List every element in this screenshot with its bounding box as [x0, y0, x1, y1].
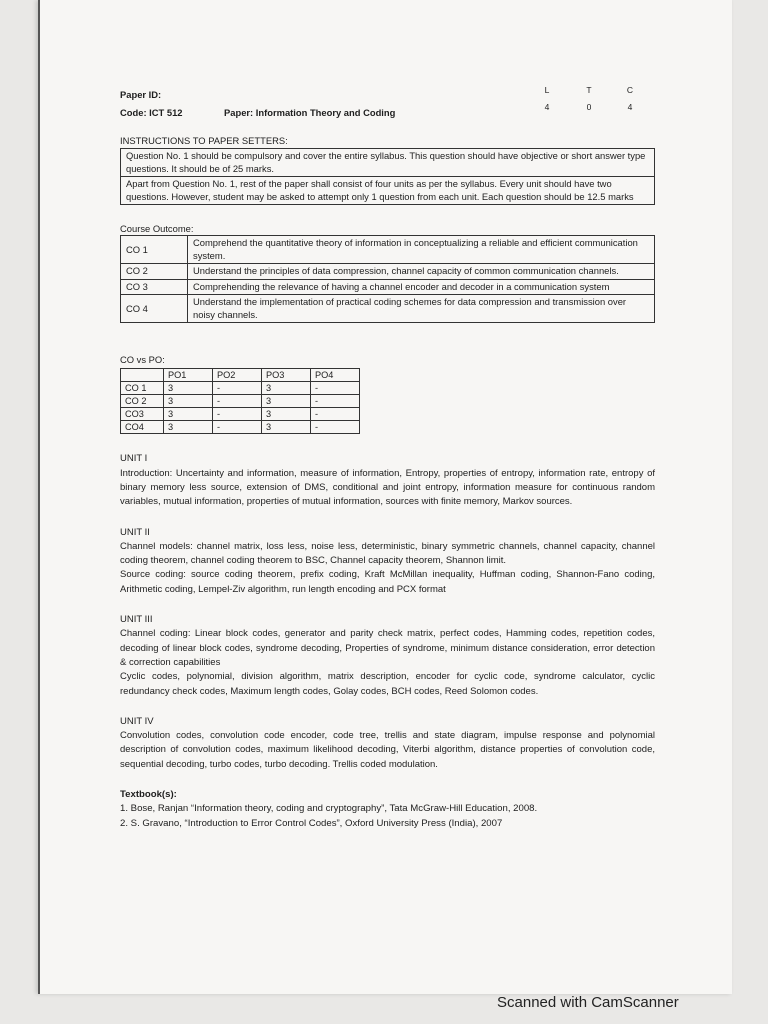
co-text: Understand the implementation of practical coding schemes for data compression and transmission over noisy channels. [188, 295, 655, 323]
unit-title: UNIT II [120, 526, 150, 538]
table-cell: - [311, 421, 360, 434]
instruction-cell: Apart from Question No. 1, rest of the paper shall consist of four units as per the syllabus. Every unit should have two questions. However, student may be asked to attempt only 1 question from each unit. Each question should be 12.5 marks [121, 177, 655, 205]
column-header: PO1 [164, 369, 213, 382]
unit-3 [120, 613, 655, 699]
unit-paragraph: Channel coding: Linear block codes, generator and parity check matrix, perfect codes, Hamming codes, repetition codes, decoding of linear block codes, syndrome decoding, Properties of syndrome, minimum distance consideration, error detection & correction capabilities [120, 628, 655, 668]
co-id: CO 2 [121, 264, 188, 280]
table-cell: CO 1 [121, 382, 164, 395]
ltc-t: T 0 [586, 85, 592, 112]
table-cell: - [311, 382, 360, 395]
table-cell: - [213, 408, 262, 421]
table-row [121, 236, 655, 264]
course-outcome-table [120, 235, 655, 323]
textbook-item: 1. Bose, Ranjan “Information theory, coding and cryptography”, Tata McGraw-Hill Education, 2008. [120, 803, 538, 815]
course-outcome-heading: Course Outcome: [120, 223, 194, 235]
table-cell: 3 [262, 408, 311, 421]
unit-paragraph: Cyclic codes, polynomial, division algorithm, matrix description, encoder for cyclic code, syndrome calculator, cyclic redundancy check codes, Maximum length codes, Golay codes, BCH codes, Reed Solomon codes. [120, 671, 655, 697]
table-cell: CO 2 [121, 395, 164, 408]
co-text: Comprehend the quantitative theory of information in conceptualizing a reliable and efficient communication system. [188, 236, 655, 264]
instruction-cell: Question No. 1 should be compulsory and cover the entire syllabus. This question should have objective or short answer type questions. It should be of 25 marks. [121, 149, 655, 177]
table-row [121, 264, 655, 280]
table-header-row [121, 369, 360, 382]
column-header: PO2 [213, 369, 262, 382]
table-cell: 3 [164, 382, 213, 395]
co-id: CO 4 [121, 295, 188, 323]
table-cell: 3 [262, 395, 311, 408]
paper-id: Paper ID: [120, 89, 162, 100]
textbook-item: 2. S. Gravano, “Introduction to Error Control Codes”, Oxford University Press (India), 2007 [120, 817, 503, 829]
table-cell: CO4 [121, 421, 164, 434]
ltc-l: L 4 [544, 85, 550, 112]
table-row [121, 382, 360, 395]
table-cell: - [213, 382, 262, 395]
paper-code: Code: ICT 512 [120, 107, 183, 118]
table-row [121, 408, 360, 421]
unit-paragraph: Convolution codes, convolution code encoder, code tree, trellis and state diagram, impulse response and polynomial description of convolution codes, maximum likelihood decoding, Viterbi algorithm, distance properties of convolution code, sequential decoding, turbo codes, turbo decoding. Trellis coded modulation. [120, 730, 655, 770]
table-row [121, 395, 360, 408]
table-cell: CO3 [121, 408, 164, 421]
paper-title: Paper: Information Theory and Coding [224, 107, 396, 118]
co-po-table [120, 368, 360, 434]
table-cell: - [213, 395, 262, 408]
table-row [121, 295, 655, 323]
co-po-heading: CO vs PO: [120, 354, 165, 366]
co-id: CO 1 [121, 236, 188, 264]
ltc-c: C 4 [626, 85, 634, 112]
co-id: CO 3 [121, 279, 188, 295]
co-text: Understand the principles of data compression, channel capacity of common communication channels. [188, 264, 655, 280]
table-row [121, 149, 655, 177]
unit-paragraph: Source coding: source coding theorem, prefix coding, Kraft McMillan inequality, Huffman coding, Shannon-Fano coding, Arithmetic coding, Lempel-Ziv algorithm, run length encoding and PCX format [120, 569, 655, 595]
scanner-watermark: Scanned with CamScanner [497, 994, 679, 1011]
table-row [121, 279, 655, 295]
column-header: PO4 [311, 369, 360, 382]
column-header [121, 369, 164, 382]
instructions-table [120, 148, 655, 205]
table-cell: 3 [262, 382, 311, 395]
unit-paragraph: Introduction: Uncertainty and information, measure of information, Entropy, properties of entropy, information rate, entropy of binary memory less source, extension of DMS, conditional and joint entropy, information measure for continuous random variables, mutual information, properties of mutual information, sources with finite memory, Markov sources. [120, 467, 655, 508]
table-cell: - [311, 408, 360, 421]
unit-4 [120, 715, 655, 772]
table-cell: 3 [164, 408, 213, 421]
document-content [120, 86, 655, 831]
textbooks-heading: Textbook(s): [120, 789, 177, 801]
unit-title: UNIT I [120, 453, 148, 465]
unit-title: UNIT IV [120, 715, 154, 727]
table-row [121, 177, 655, 205]
table-cell: 3 [164, 421, 213, 434]
co-text: Comprehending the relevance of having a channel encoder and decoder in a communication system [188, 279, 655, 295]
table-cell: - [311, 395, 360, 408]
instructions-heading: INSTRUCTIONS TO PAPER SETTERS: [120, 135, 288, 146]
column-header: PO3 [262, 369, 311, 382]
textbooks-section [120, 788, 655, 831]
table-row [121, 421, 360, 434]
table-cell: 3 [262, 421, 311, 434]
table-cell: 3 [164, 395, 213, 408]
unit-title: UNIT III [120, 614, 153, 626]
table-cell: - [213, 421, 262, 434]
page-edge [38, 0, 40, 994]
paper-header [120, 86, 655, 122]
unit-1 [120, 452, 655, 509]
unit-2 [120, 526, 655, 597]
unit-paragraph: Channel models: channel matrix, loss less, noise less, deterministic, binary symmetric channels, channel capacity, channel coding theorem, channel coding theorem to BSC, Channel capacity theorem, Shannon limit. [120, 540, 655, 567]
